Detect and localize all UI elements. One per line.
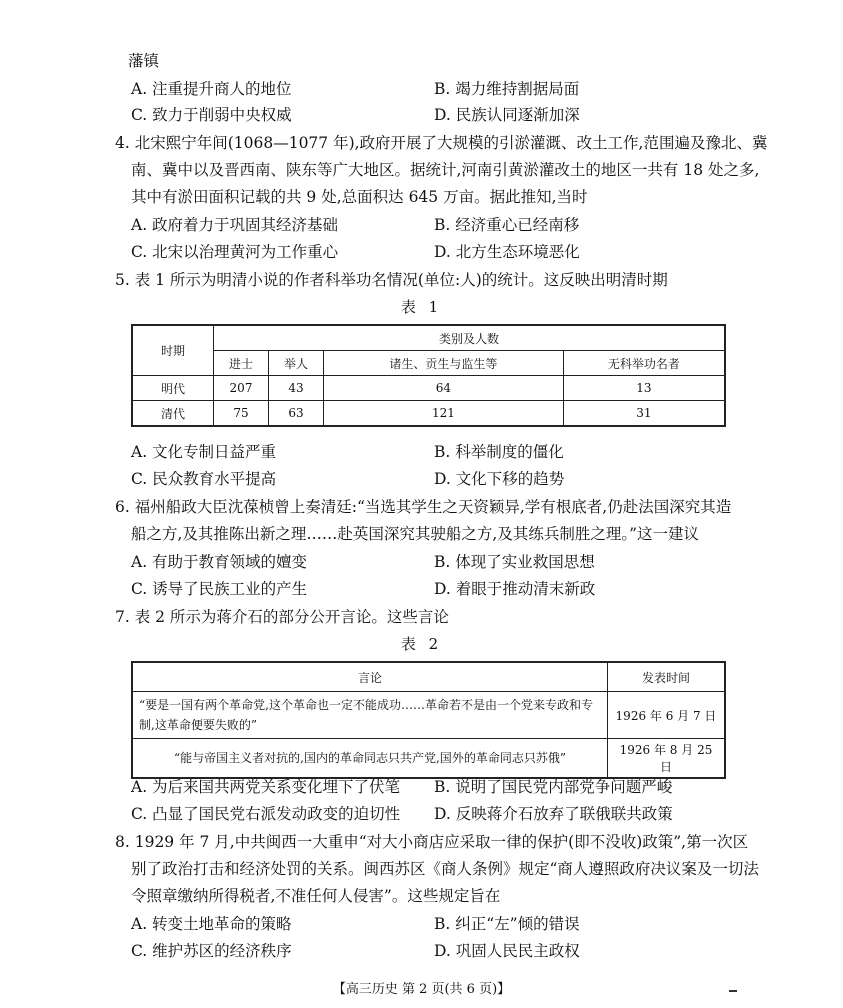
table-1-col-header: 举人 [269, 351, 324, 376]
q7-option-b: B. 说明了国民党内部党争问题严峻 [434, 778, 673, 796]
table-2-header-quote: 言论 [132, 662, 608, 692]
table-1-cell: 63 [269, 401, 324, 427]
table-row [132, 401, 725, 427]
table-1-period-header: 时期 [132, 325, 214, 376]
table-1-col-header: 无科举功名者 [563, 351, 725, 376]
q6-stem-line-1: 6. 福州船政大臣沈葆桢曾上奏清廷:“当选其学生之天资颖异,学有根底者,仍赴法国深究其造 [115, 498, 732, 516]
q6-option-a: A. 有助于教育领域的嬗变 [131, 553, 308, 571]
table-1 [131, 324, 726, 427]
q8-option-a: A. 转变土地革命的策略 [131, 915, 292, 933]
table-2-header-date: 发表时间 [608, 662, 726, 692]
table-1-cell: 31 [563, 401, 725, 427]
q8-option-c: C. 维护苏区的经济秩序 [131, 942, 292, 960]
q8-stem-line-2: 别了政治打击和经济处罚的关系。闽西苏区《商人条例》规定“商人遵照政府决议案及一切法 [131, 860, 759, 878]
q3-option-a: A. 注重提升商人的地位 [131, 80, 292, 98]
q7-stem: 7. 表 2 所示为蒋介石的部分公开言论。这些言论 [115, 608, 449, 626]
q4-option-b: B. 经济重心已经南移 [434, 216, 580, 234]
table-2 [131, 661, 726, 779]
q4-option-d: D. 北方生态环境恶化 [434, 243, 580, 261]
q6-option-d: D. 着眼于推动清末新政 [434, 580, 596, 598]
page-footer: 【高三历史 第 2 页(共 6 页)】 [332, 982, 511, 997]
corner-mark [729, 990, 737, 992]
table-1-cell: 75 [214, 401, 269, 427]
q6-stem-line-2: 船之方,及其推陈出新之理……赴英国深究其驶船之方,及其练兵制胜之理。”这一建议 [131, 525, 700, 543]
table-row [132, 739, 725, 779]
table-1-cell: 64 [324, 376, 564, 401]
table-1-cell: 13 [563, 376, 725, 401]
table-1-period: 清代 [132, 401, 214, 427]
table-1-cell: 43 [269, 376, 324, 401]
table-row [132, 376, 725, 401]
table-2-date: 1926 年 6 月 7 日 [608, 692, 726, 739]
q8-stem-line-1: 8. 1929 年 7 月,中共闽西一大重申“对大小商店应采取一律的保护(即不没收)政策”,第一次区 [115, 833, 749, 851]
q7-option-a: A. 为后来国共两党关系变化埋下了伏笔 [131, 778, 401, 796]
table-1-cell: 121 [324, 401, 564, 427]
q6-option-c: C. 诱导了民族工业的产生 [131, 580, 308, 598]
table-2-quote: “要是一国有两个革命党,这个革命也一定不能成功……革命若不是由一个党来专政和专制,这革命便要失败的” [132, 692, 608, 739]
table-1-col-header: 诸生、贡生与监生等 [324, 351, 564, 376]
table-1-group-header: 类别及人数 [214, 325, 726, 351]
q8-option-b: B. 纠正“左”倾的错误 [434, 915, 580, 933]
q7-option-d: D. 反映蒋介石放弃了联俄联共政策 [434, 805, 673, 823]
q4-stem-line-2: 南、冀中以及晋西南、陕东等广大地区。据统计,河南引黄淤灌改土的地区一共有 18 处之多, [131, 161, 760, 179]
table-1-caption: 表 1 [400, 298, 443, 316]
q6-option-b: B. 体现了实业救国思想 [434, 553, 595, 571]
q3-tail: 藩镇 [128, 52, 160, 70]
table-row [132, 692, 725, 739]
q3-option-c: C. 致力于削弱中央权威 [131, 106, 292, 124]
table-2-caption: 表 2 [400, 635, 443, 653]
q8-stem-line-3: 令照章缴纳所得税者,不准任何人侵害”。这些规定旨在 [131, 887, 501, 905]
q5-option-a: A. 文化专制日益严重 [131, 443, 277, 461]
q5-stem: 5. 表 1 所示为明清小说的作者科举功名情况(单位:人)的统计。这反映出明清时期 [115, 271, 668, 289]
q5-option-c: C. 民众教育水平提高 [131, 470, 277, 488]
q5-option-d: D. 文化下移的趋势 [434, 470, 565, 488]
q5-option-b: B. 科举制度的僵化 [434, 443, 564, 461]
table-2-date: 1926 年 8 月 25 日 [608, 739, 726, 779]
table-1-period: 明代 [132, 376, 214, 401]
q8-option-d: D. 巩固人民民主政权 [434, 942, 580, 960]
table-1-col-header: 进士 [214, 351, 269, 376]
q4-option-a: A. 政府着力于巩固其经济基础 [131, 216, 339, 234]
q3-option-b: B. 竭力维持割据局面 [434, 80, 580, 98]
q4-stem-line-3: 其中有淤田面积记载的共 9 处,总面积达 645 万亩。据此推知,当时 [131, 188, 588, 206]
q4-option-c: C. 北宋以治理黄河为工作重心 [131, 243, 339, 261]
table-2-quote: “能与帝国主义者对抗的,国内的革命同志只共产党,国外的革命同志只苏俄” [132, 739, 608, 779]
q4-stem-line-1: 4. 北宋熙宁年间(1068—1077 年),政府开展了大规模的引淤灌溉、改土工作,范围遍及豫北、冀 [115, 134, 768, 152]
q7-option-c: C. 凸显了国民党右派发动政变的迫切性 [131, 805, 401, 823]
table-1-cell: 207 [214, 376, 269, 401]
q3-option-d: D. 民族认同逐渐加深 [434, 106, 580, 124]
